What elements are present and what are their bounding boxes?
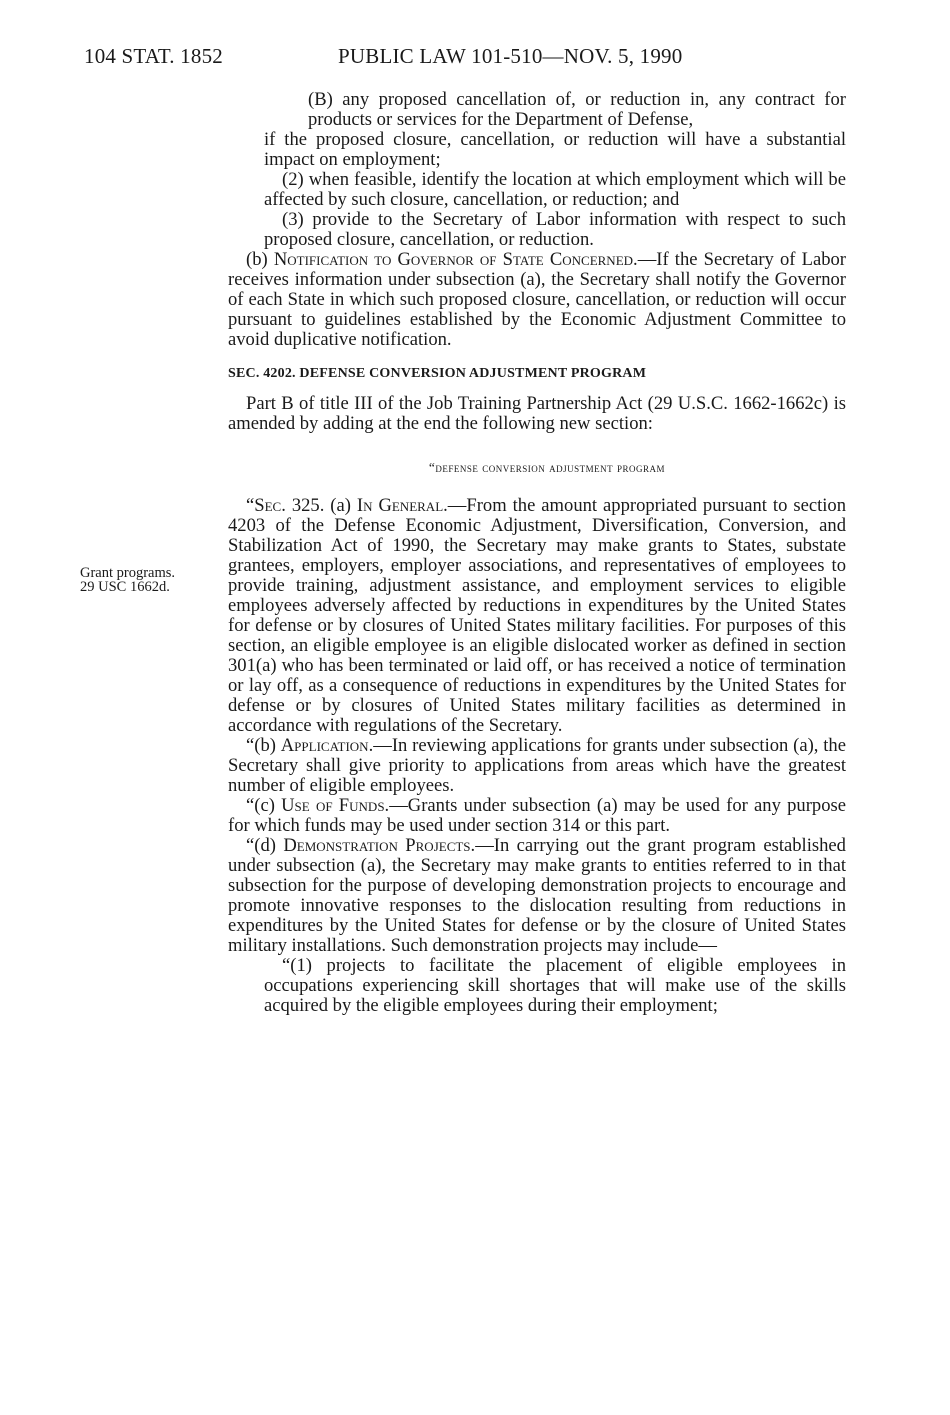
paragraph-d1: “(1) projects to facilitate the placement of eligible employees in occupations experiencing skill shortages that will make use of the skills acquired by the eligible employees during their employment; [264, 955, 846, 1016]
section-heading: SEC. 4202. DEFENSE CONVERSION ADJUSTMENT PROGRAM [228, 366, 647, 381]
application-text: —In reviewing applications for grants under subsection (a), the Secretary shall give priority to applications from areas which have the greatest number of eligible employees. [228, 735, 846, 796]
paragraph-if: if the proposed closure, cancellation, or reduction will have a substantial impact on employment; [264, 129, 846, 170]
use-prefix: “(c) [246, 795, 282, 816]
subsection-demonstration [228, 836, 846, 956]
subsection-b-prefix: (b) [246, 249, 274, 270]
paragraph-b: (B) any proposed cancellation of, or reduction in, any contract for products or services for the Department of Defense, [308, 89, 846, 130]
sec-325-quote: “ [246, 495, 255, 516]
center-heading: “defense conversion adjustment program [428, 460, 666, 475]
page-running-title: PUBLIC LAW 101-510—NOV. 5, 1990 [338, 44, 683, 68]
subsection-b [228, 250, 846, 350]
paragraph-2: (2) when feasible, identify the location at which employment which will be affected by such closure, cancellation, or reduction; and [264, 169, 846, 210]
paragraph-3: (3) provide to the Secretary of Labor information with respect to such proposed closure, cancellation, or reduction. [264, 209, 846, 250]
subsection-b-text: —If the Secretary of Labor receives information under subsection (a), the Secretary shall notify the Governor of each State in which such proposed closure, cancellation, or reduction will occur pursuant to guidelines established by the Economic Adjustment Committee to avoid duplicative notification. [228, 249, 846, 350]
demo-text: —In carrying out the grant program established under subsection (a), the Secretary may make grants to entities referred to in that subsection for the purpose of developing demonstration projects to encourage and promote innovative responses to the dislocation resulting from reductions in expenditures by the United States for defense or by the closure of United States military installations. Such demonstration projects may include— [228, 835, 846, 956]
use-text: —Grants under subsection (a) may be used for any purpose for which funds may be used under section 314 or this part. [228, 795, 846, 836]
subsection-application [228, 736, 846, 796]
sec-325-caption: In General. [356, 495, 448, 516]
document-body [228, 90, 846, 1016]
application-caption: Application. [280, 735, 374, 756]
demo-prefix: “(d) [246, 835, 284, 856]
intro-paragraph: Part B of title III of the Job Training Partnership Act (29 U.S.C. 1662-1662c) is amended by adding at the end the following new section: [228, 393, 846, 434]
page-stat-number: 104 STAT. 1852 [84, 44, 223, 68]
subsection-use-of-funds [228, 796, 846, 836]
sec-325-number: . 325. (a) [281, 495, 357, 516]
sec-325-text: —From the amount appropriated pursuant to section 4203 of the Defense Economic Adjustment, Diversification, Conversion, and Stabilization Act of 1990, the Secretary may make grants to States, substate grantees, employers, employer associations, and representatives of employees to provide training, adjustment assistance, and employment services to eligible employees adversely affected by reductions in expenditures by the United States for defense or by closures of United States military facilities. For purposes of this section, an eligible employee is an eligible dislocated worker as defined in section 301(a) who has been terminated or laid off, or has received a notice of termination or lay off, as a consequence of reductions in expenditures by the United States for defense or by closures of United States military facilities as determined in accordance with regulations of the Secretary. [228, 495, 847, 736]
margin-note-topic: Grant programs. [80, 565, 176, 581]
section-325-a [228, 496, 846, 736]
margin-note-citation: 29 USC 1662d. [80, 579, 170, 595]
application-prefix: “(b) [246, 735, 281, 756]
use-caption: Use of Funds. [281, 795, 390, 816]
sec-325-label: Sec [254, 495, 282, 516]
subsection-b-caption: Notification to Governor of State Concerned. [273, 249, 638, 270]
demo-caption: Demonstration Projects. [283, 835, 476, 856]
margin-note [80, 566, 175, 594]
